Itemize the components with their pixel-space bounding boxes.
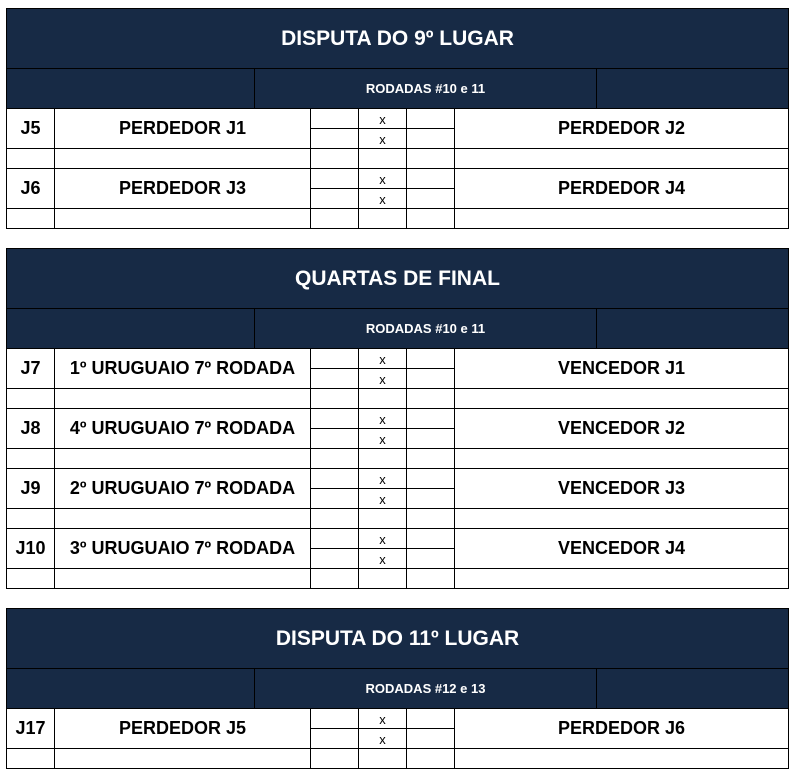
game-id: J7 [7, 349, 55, 388]
game-id: J6 [7, 169, 55, 208]
vs-cell [359, 349, 407, 388]
game-id: J10 [7, 529, 55, 568]
vs-cell [359, 529, 407, 568]
vs-mark: x [379, 551, 386, 567]
game-row [7, 469, 788, 529]
home-score-cell[interactable] [311, 469, 359, 508]
rounds-header [7, 309, 788, 349]
vs-mark: x [379, 531, 386, 547]
home-score-cell[interactable] [311, 709, 359, 748]
away-score-cell[interactable] [407, 409, 455, 448]
away-team: PERDEDOR J2 [557, 118, 686, 138]
home-team: 3º URUGUAIO 7º RODADA [55, 529, 311, 568]
away-score-cell[interactable] [407, 109, 455, 148]
home-team: PERDEDOR J3 [55, 169, 311, 208]
game-row [7, 529, 788, 589]
game-row [7, 409, 788, 469]
rounds-label: RODADAS #10 e 11 [255, 309, 597, 348]
game-row [7, 109, 788, 169]
home-team: 1º URUGUAIO 7º RODADA [55, 349, 311, 388]
vs-cell [359, 469, 407, 508]
vs-mark: x [379, 411, 386, 427]
game-id: J17 [7, 709, 55, 748]
vs-cell [359, 709, 407, 748]
vs-mark: x [379, 731, 386, 747]
vs-mark: x [379, 131, 386, 147]
away-score-cell[interactable] [407, 469, 455, 508]
home-score-cell[interactable] [311, 109, 359, 148]
section-disputa-9-lugar [6, 8, 789, 229]
section-title: DISPUTA DO 9º LUGAR [7, 9, 788, 69]
away-score-cell[interactable] [407, 349, 455, 388]
vs-mark: x [379, 431, 386, 447]
section-title: DISPUTA DO 11º LUGAR [7, 609, 788, 669]
game-id: J5 [7, 109, 55, 148]
game-row [7, 349, 788, 409]
vs-mark: x [379, 171, 386, 187]
vs-mark: x [379, 111, 386, 127]
away-score-cell[interactable] [407, 709, 455, 748]
away-team: VENCEDOR J2 [557, 418, 686, 438]
vs-mark: x [379, 491, 386, 507]
vs-cell [359, 109, 407, 148]
home-team: PERDEDOR J5 [55, 709, 311, 748]
rounds-label: RODADAS #10 e 11 [255, 69, 597, 108]
game-id: J8 [7, 409, 55, 448]
section-quartas-de-final [6, 248, 789, 589]
home-score-cell[interactable] [311, 349, 359, 388]
home-score-cell[interactable] [311, 169, 359, 208]
home-score-cell[interactable] [311, 529, 359, 568]
away-score-cell[interactable] [407, 529, 455, 568]
rounds-header [7, 669, 788, 709]
home-team: 4º URUGUAIO 7º RODADA [55, 409, 311, 448]
section-title: QUARTAS DE FINAL [7, 249, 788, 309]
away-team: VENCEDOR J3 [557, 478, 686, 498]
game-row [7, 709, 788, 769]
vs-mark: x [379, 191, 386, 207]
rounds-label: RODADAS #12 e 13 [255, 669, 597, 708]
game-id: J9 [7, 469, 55, 508]
home-team: 2º URUGUAIO 7º RODADA [55, 469, 311, 508]
away-score-cell[interactable] [407, 169, 455, 208]
vs-mark: x [379, 351, 386, 367]
home-score-cell[interactable] [311, 409, 359, 448]
section-disputa-11-lugar [6, 608, 789, 769]
vs-cell [359, 169, 407, 208]
game-row [7, 169, 788, 229]
away-team: VENCEDOR J4 [557, 538, 686, 558]
away-team: VENCEDOR J1 [557, 358, 686, 378]
vs-mark: x [379, 471, 386, 487]
vs-mark: x [379, 371, 386, 387]
away-team: PERDEDOR J4 [557, 178, 686, 198]
away-team: PERDEDOR J6 [557, 718, 686, 738]
home-team: PERDEDOR J1 [55, 109, 311, 148]
vs-mark: x [379, 711, 386, 727]
vs-cell [359, 409, 407, 448]
rounds-header [7, 69, 788, 109]
